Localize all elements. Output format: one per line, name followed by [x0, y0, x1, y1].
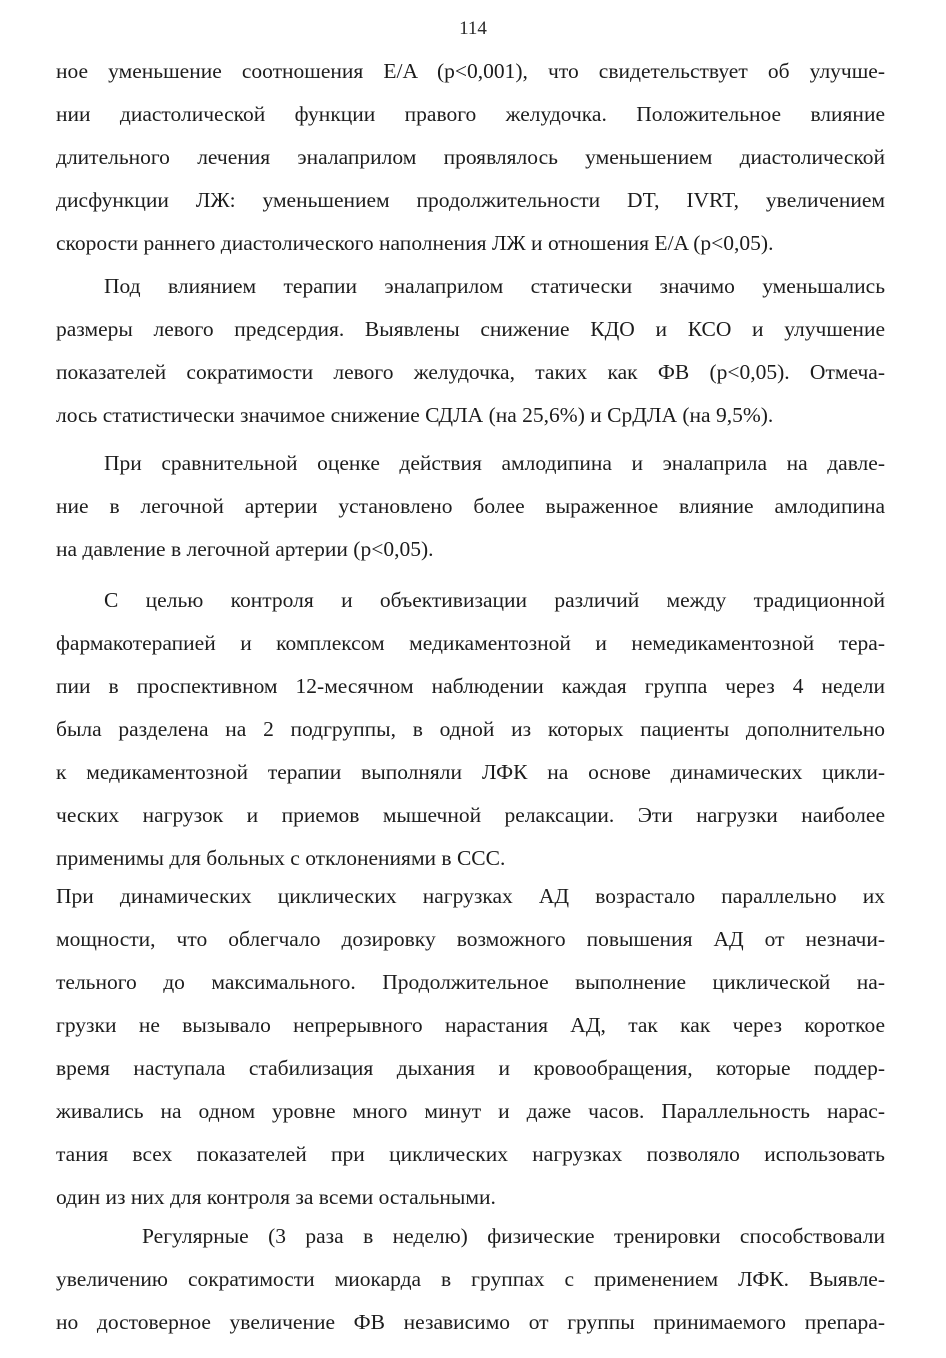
text-line: Регулярные (3 раза в неделю) физические тренировки способствовали [142, 1224, 885, 1248]
text-line: дисфункции ЛЖ: уменьшением продолжительности DT, IVRT, увеличением [56, 188, 885, 212]
text-line: живались на одном уровне много минут и даже часов. Параллельность нарас- [56, 1099, 885, 1123]
text-line: скорости раннего диастолического наполнения ЛЖ и отношения E/A (p<0,05). [56, 231, 774, 255]
text-line: грузки не вызывало непрерывного нарастания АД, так как через короткое [56, 1013, 885, 1037]
text-line: показателей сократимости левого желудочка, таких как ФВ (p<0,05). Отмеча- [56, 360, 885, 384]
text-line: тания всех показателей при циклических нагрузках позволяло использовать [56, 1142, 885, 1166]
text-line: нии диастолической функции правого желудочка. Положительное влияние [56, 102, 885, 126]
text-line: ческих нагрузок и приемов мышечной релаксации. Эти нагрузки наиболее [56, 803, 885, 827]
text-line: пии в проспективном 12-месячном наблюдении каждая группа через 4 недели [56, 674, 885, 698]
text-line: ние в легочной артерии установлено более выраженное влияние амлодипина [56, 494, 885, 518]
text-line: к медикаментозной терапии выполняли ЛФК на основе динамических цикли- [56, 760, 885, 784]
text-line: один из них для контроля за всеми остальными. [56, 1185, 496, 1209]
text-line: применимы для больных с отклонениями в ССС. [56, 846, 506, 870]
text-line: тельного до максимального. Продолжительное выполнение циклической на- [56, 970, 885, 994]
text-line: на давление в легочной артерии (p<0,05). [56, 537, 434, 561]
text-line: но достоверное увеличение ФВ независимо от группы принимаемого препара- [56, 1310, 885, 1334]
text-line: лось статистически значимое снижение СДЛА (на 25,6%) и СрДЛА (на 9,5%). [56, 403, 774, 427]
text-line: При сравнительной оценке действия амлодипина и эналаприла на давле- [104, 451, 885, 475]
text-line: мощности, что облегчало дозировку возможного повышения АД от незначи- [56, 927, 885, 951]
text-line: ное уменьшение соотношения E/A (p<0,001), что свидетельствует об улучше- [56, 59, 885, 83]
text-line: С целью контроля и объективизации различий между традиционной [104, 588, 885, 612]
text-line: фармакотерапией и комплексом медикаментозной и немедикаментозной тера- [56, 631, 885, 655]
text-line: При динамических циклических нагрузках АД возрастало параллельно их [56, 884, 885, 908]
page-number: 114 [459, 18, 487, 39]
text-line: была разделена на 2 подгруппы, в одной из которых пациенты дополнительно [56, 717, 885, 741]
text-line: длительного лечения эналаприлом проявлялось уменьшением диастолической [56, 145, 885, 169]
text-line: Под влиянием терапии эналаприлом статически значимо уменьшались [104, 274, 885, 298]
text-line: время наступала стабилизация дыхания и кровообращения, которые поддер- [56, 1056, 885, 1080]
text-line: размеры левого предсердия. Выявлены снижение КДО и КСО и улучшение [56, 317, 885, 341]
text-line: увеличению сократимости миокарда в группах с применением ЛФК. Выявле- [56, 1267, 885, 1291]
